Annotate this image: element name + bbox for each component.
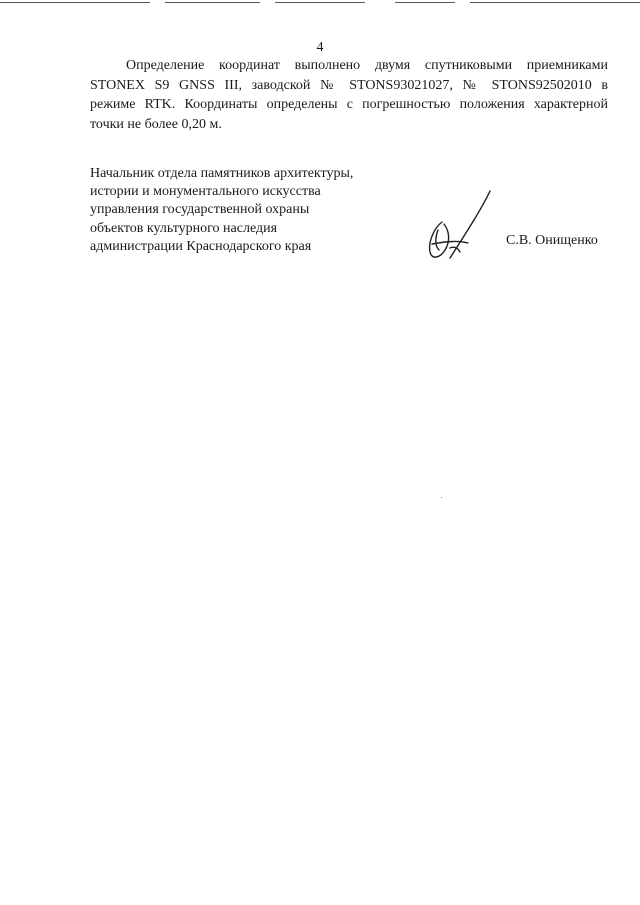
signatory-position bbox=[90, 165, 353, 256]
position-line: администрации Краснодарского края bbox=[90, 238, 312, 254]
signatory-name: С.В. Онищенко bbox=[506, 233, 598, 248]
position-line: объектов культурного наследия bbox=[90, 220, 278, 236]
position-line: истории и монументального искусства bbox=[90, 184, 321, 200]
paragraph-line: режиме RTK. Координаты определены с погрешностью положения характерной bbox=[90, 97, 608, 112]
paragraph-line: STONEX S9 GNSS III, заводской № STONS93021027, № STONS92502010 в bbox=[90, 77, 608, 93]
scan-speck bbox=[441, 497, 442, 498]
page-number: 4 bbox=[316, 40, 324, 55]
position-line: Начальник отдела памятников архитектуры, bbox=[90, 166, 354, 181]
position-line: управления государственной охраны bbox=[90, 202, 310, 218]
paragraph-line: точки не более 0,20 м. bbox=[90, 116, 222, 132]
scan-edge-line bbox=[0, 2, 640, 5]
handwritten-signature-icon bbox=[420, 188, 500, 268]
paragraph-line: Определение координат выполнено двумя спутниковыми приемниками bbox=[126, 58, 608, 73]
body-paragraph bbox=[90, 56, 608, 134]
